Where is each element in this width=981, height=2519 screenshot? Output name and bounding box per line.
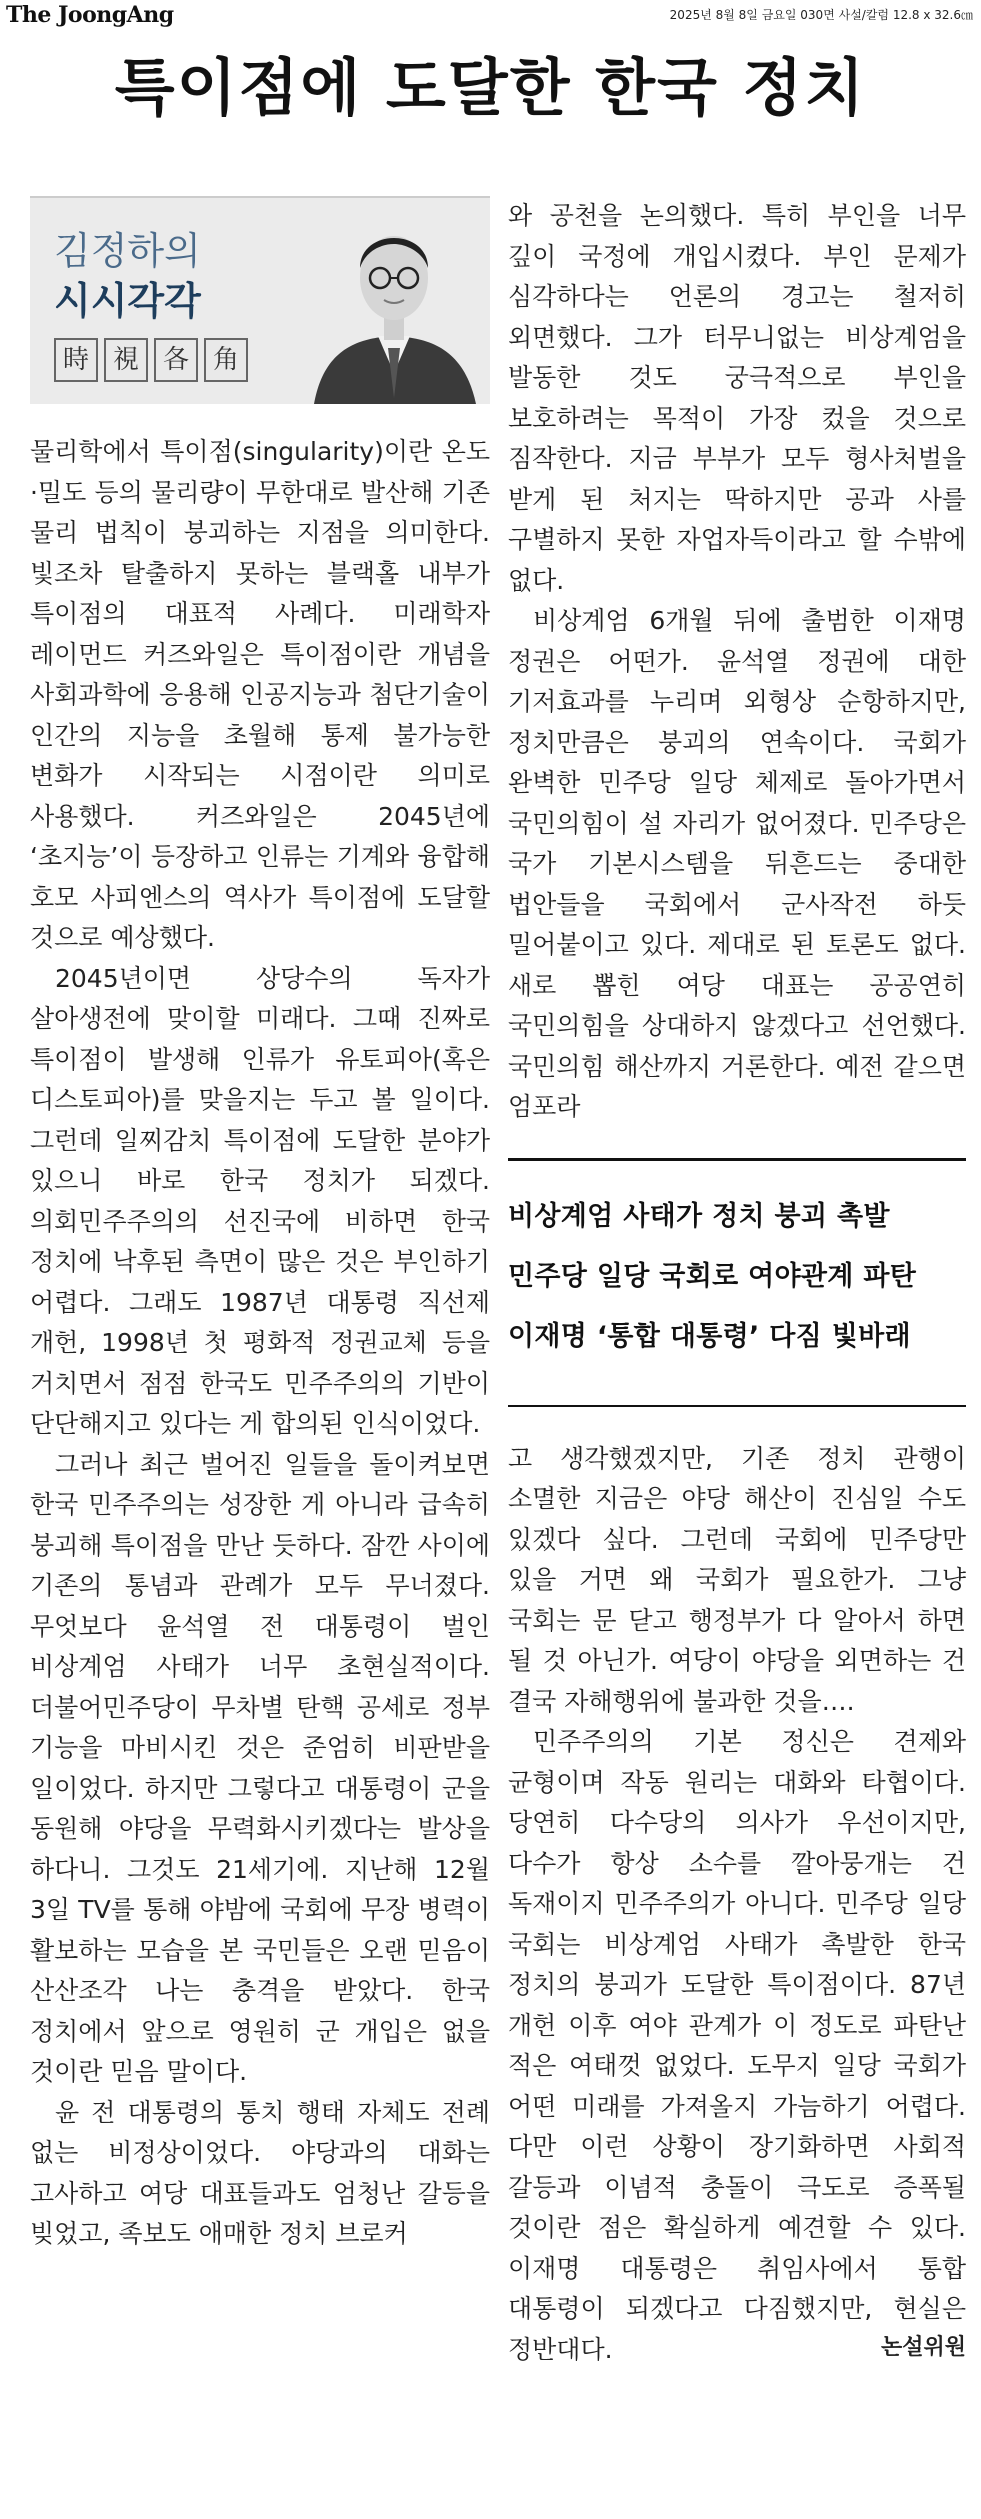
hanja-seal-row	[54, 338, 248, 382]
byline: 논설위원	[880, 2335, 966, 2360]
right-column	[508, 196, 966, 2364]
body-paragraph: 그러나 최근 벌어진 일들을 돌이켜보면 한국 민주주의는 성장한 게 아니라 급속히 붕괴해 특이점을 만난 듯하다. 잠깐 사이에 기존의 통념과 관례가 모두 무너졌다. 무엇보다 윤석열 전 대통령이 벌인 비상계엄 사태가 너무 초현실적이다. 더불어민주당이 무차별 탄핵 공세로 정부 기능을 마비시킨 것은 준엄히 비판받을 일이었다. 하지만 그렇다고 대통령이 군을 동원해 야당을 무력화시키겠다는 발상을 하다니. 그것도 21세기에. 지난해 12월 3일 TV를 통해 야밤에 국회에 무장 병력이 활보하는 모습을 본 국민들은 오랜 믿음이 산산조각 나는 충격을 받았다. 한국 정치에서 앞으로 영원히 군 개입은 없을 것이란 믿음 말이다.	[30, 1449, 490, 2086]
body-paragraph: 민주주의의 기본 정신은 견제와 균형이며 작동 원리는 대화와 타협이다. 당연히 다수당의 의사가 우선이지만, 다수가 항상 소수를 깔아뭉개는 건 독재이지 민주주의가 아니다. 민주당 일당 국회는 비상계엄 사태가 촉발한 한국 정치의 붕괴가 도달한 특이점이다. 87년 개헌 이후 여야 관계가 이 정도로 파탄난 적은 여태껏 없었다. 도무지 일당 국회가 어떤 미래를 가져올지 가늠하기 어렵다. 다만 이런 상황이 장기화하면 사회적 갈등과 이념적 충돌이 극도로 증폭될 것이란 점은 확실하게 예견할 수 있다. 이재명 대통령은 취임사에서 통합 대통령이 되겠다고 다짐했지만, 현실은 정반대다.	[508, 1727, 966, 2364]
masthead	[0, 0, 981, 30]
hanja-char: 時	[54, 338, 98, 382]
dateline: 2025년 8월 8일 금요일 030면 사설/칼럼 12.8 x 32.6㎝	[669, 8, 973, 22]
pull-quote-line: 이재명 ‘통합 대통령’ 다짐 빛바래	[508, 1320, 911, 1352]
pull-quote	[508, 1158, 966, 1407]
column-author-line: 김정하의	[54, 229, 201, 273]
body-paragraph: 윤 전 대통령의 통치 행태 자체도 전례 없는 비정상이었다. 야당과의 대화는 고사하고 여당 대표들과도 엄청난 갈등을 빚었고, 족보도 애매한 정치 브로커	[30, 2097, 490, 2248]
newspaper-logo: The JoongAng	[6, 2, 174, 28]
pull-quote-line: 민주당 일당 국회로 여야관계 파탄	[508, 1260, 917, 1292]
body-paragraph: 고 생각했겠지만, 기존 정치 관행이 소멸한 지금은 야당 해산이 진심일 수도 있겠다 싶다. 그런데 국회에 민주당만 있을 거면 왜 국회가 필요한가. 그냥 국회는 문 닫고 행정부가 다 알아서 하면 될 것 아닌가. 여당이 야당을 외면하는 건 결국 자해행위에 불과한 것을….	[508, 1443, 966, 1716]
hanja-char: 視	[104, 338, 148, 382]
page-title: 특이점에 도달한 한국 정치	[114, 51, 867, 124]
hanja-char: 角	[204, 338, 248, 382]
left-column	[30, 196, 490, 2255]
column-name: 시시각각	[54, 279, 201, 323]
author-photo	[304, 198, 484, 404]
pull-quote-line: 비상계엄 사태가 정치 붕괴 촉발	[508, 1200, 890, 1232]
body-paragraph: 와 공천을 논의했다. 특히 부인을 너무 깊이 국정에 개입시켰다. 부인 문제가 심각하다는 언론의 경고는 철저히 외면했다. 그가 터무니없는 비상계엄을 발동한 것도 궁극적으로 부인을 보호하려는 목적이 가장 컸을 것으로 짐작한다. 지금 부부가 모두 형사처벌을 받게 된 처지는 딱하지만 공과 사를 구별하지 못한 자업자득이라고 할 수밖에 없다.	[508, 201, 966, 595]
body-paragraph: 비상계엄 6개월 뒤에 출범한 이재명 정권은 어떤가. 윤석열 정권에 대한 기저효과를 누리며 외형상 순항하지만, 정치만큼은 붕괴의 연속이다. 국회가 완벽한 민주당 일당 체제로 돌아가면서 국민의힘이 설 자리가 없어졌다. 민주당은 국가 기본시스템을 뒤흔드는 중대한 법안들을 국회에서 군사작전 하듯 밀어붙이고 있다. 제대로 된 토론도 없다. 새로 뽑힌 여당 대표는 공공연히 국민의힘을 상대하지 않겠다고 선언했다. 국민의힘 해산까지 거론한다. 예전 같으면 엄포라	[508, 606, 966, 1121]
hanja-char: 各	[154, 338, 198, 382]
body-paragraph: 2045년이면 상당수의 독자가 살아생전에 맞이할 미래다. 그때 진짜로 특이점이 발생해 인류가 유토피아(혹은 디스토피아)를 맞을지는 두고 볼 일이다. 그런데 일찌감치 특이점에 도달한 분야가 있으니 바로 한국 정치가 되겠다. 의회민주주의의 선진국에 비하면 한국 정치에 낙후된 측면이 많은 것은 부인하기 어렵다. 그래도 1987년 대통령 직선제 개헌, 1998년 첫 평화적 정권교체 등을 거치면서 점점 한국도 민주주의의 기반이 단단해지고 있다는 게 합의된 인식이었다.	[30, 963, 490, 1438]
body-paragraph: 물리학에서 특이점(singularity)이란 온도·밀도 등의 물리량이 무한대로 발산해 기존 물리 법칙이 붕괴하는 지점을 의미한다. 빛조차 탈출하지 못하는 블랙홀 내부가 특이점의 대표적 사례다. 미래학자 레이먼드 커즈와일은 특이점이란 개념을 사회과학에 응용해 인공지능과 첨단기술이 인간의 지능을 초월해 통제 불가능한 변화가 시작되는 시점이란 의미로 사용했다. 커즈와일은 2045년에 ‘초지능’이 등장하고 인류는 기계와 융합해 호모 사피엔스의 역사가 특이점에 도달할 것으로 예상했다.	[30, 437, 490, 952]
column-header-box	[30, 196, 490, 404]
